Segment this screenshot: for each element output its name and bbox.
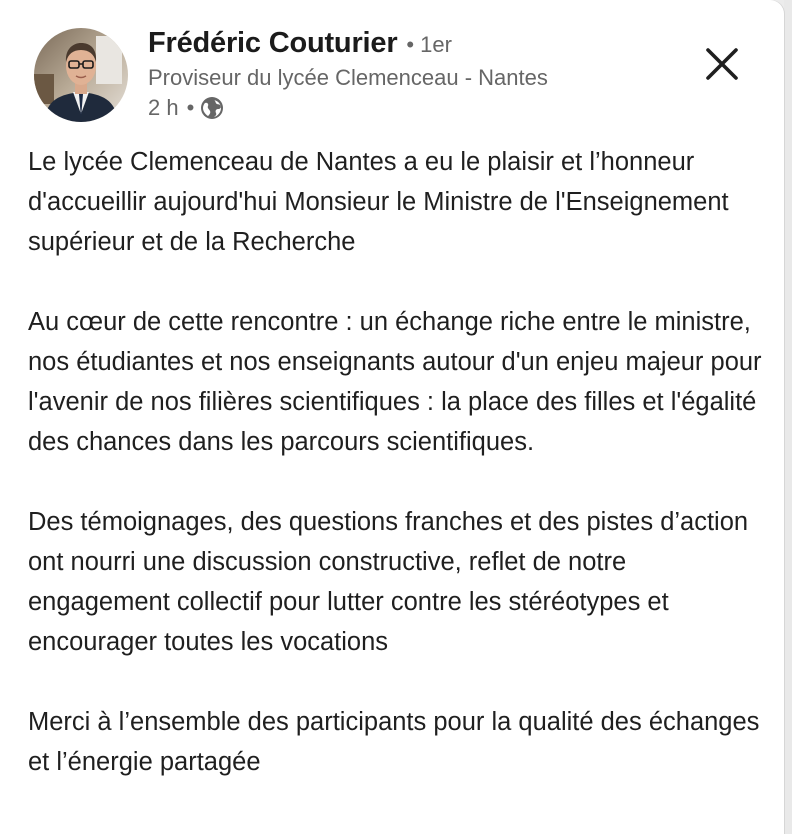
window-edge (784, 0, 792, 834)
close-button[interactable] (700, 42, 744, 86)
author-name[interactable]: Frédéric Couturier (148, 27, 398, 59)
post-header (148, 27, 548, 121)
separator-dot: • (406, 32, 415, 57)
post-paragraph: Des témoignages, des questions franches et des pistes d’action ont nourri une discussion constructive, reflet de notre engagement collectif pour lutter contre les stéréotypes et encourager toutes les vocations (28, 508, 749, 656)
post-paragraph: Au cœur de cette rencontre : un échange riche entre le ministre, nos étudiantes et nos enseignants autour d'un enjeu majeur pour l'avenir de nos filières scientifiques : la place des filles et l'égalité des chances dans les parcours scientifiques. (28, 308, 762, 456)
author-headline: Proviseur du lycée Clemenceau - Nantes (148, 65, 548, 90)
separator-dot: • (186, 95, 195, 120)
globe-icon (200, 96, 224, 120)
author-photo (34, 28, 128, 122)
close-icon (705, 47, 739, 81)
author-name-row (148, 27, 548, 60)
connection-degree: 1er (420, 32, 452, 57)
post-paragraph: Le lycée Clemenceau de Nantes a eu le plaisir et l’honneur d'accueillir aujourd'hui Monsieur le Ministre de l'Enseignement supérieur et de la Recherche (28, 148, 729, 256)
post-body (28, 142, 768, 822)
author-avatar[interactable] (34, 28, 128, 122)
post-timestamp: 2 h (148, 95, 179, 120)
post-paragraph: Merci à l’ensemble des participants pour la qualité des échanges et l’énergie partagée (28, 708, 760, 776)
post-meta (148, 95, 548, 121)
